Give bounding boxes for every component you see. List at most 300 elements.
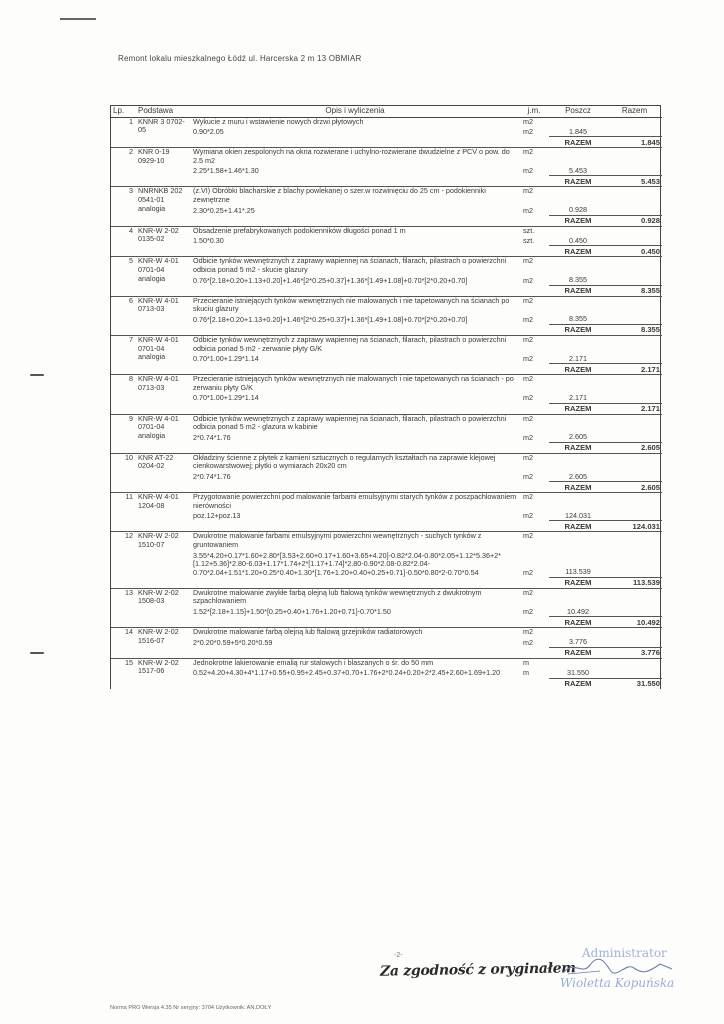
formula-row bbox=[111, 205, 662, 216]
description: Odbicie tynków wewnętrznych z zaprawy wapiennej na ścianach, filarach, pilastrach o powierzchni odbicia ponad 5 m2 - zerwanie płyty G/K bbox=[191, 336, 519, 354]
table-row bbox=[111, 336, 662, 354]
total-label: RAZEM bbox=[549, 246, 607, 257]
total-value: 8.355 bbox=[607, 325, 662, 336]
spacer bbox=[519, 325, 549, 336]
formula: 0.52+4.20+4.30+4*1.17+0.55+0.95+2.45+0.37+0.70+1.76+2*0.24+0.20+2*2.45+2.60+1.69+1.20 bbox=[193, 668, 501, 678]
basis-code: KNR-W 4-01 0713-03 bbox=[136, 296, 191, 324]
spacer bbox=[136, 403, 191, 414]
spacer bbox=[136, 176, 191, 187]
spacer bbox=[549, 296, 607, 314]
formula: 2*0.20*0.59+5*0.20*0.59 bbox=[193, 637, 273, 647]
software-footer: Norma PRO Wersja 4.35 Nr seryjny: 3704 Użytkownik: AN.DOŁY bbox=[110, 1005, 272, 1011]
formula: 0.76*[2.18+0.20+1.13+0.20]+1.46*[2*0.25+0.37]+1.36*[1.49+1.08]+0.70*[2*0.20+0.70] bbox=[193, 275, 468, 285]
spacer bbox=[607, 296, 662, 314]
total-value: 2.171 bbox=[607, 364, 662, 375]
total-value: 31.550 bbox=[607, 678, 662, 689]
spacer bbox=[136, 617, 191, 628]
formula: 0.70*1.00+1.29*1.14 bbox=[193, 393, 259, 403]
unit: m bbox=[519, 658, 549, 667]
spacer bbox=[607, 353, 662, 364]
formula: 2.30*0.25+1.41*.25 bbox=[193, 205, 255, 215]
total-label: RAZEM bbox=[549, 678, 607, 689]
spacer bbox=[549, 658, 607, 667]
unit: m2 bbox=[523, 567, 533, 577]
spacer bbox=[607, 392, 662, 403]
total-row bbox=[111, 647, 662, 658]
partial-quantity: 10.492 bbox=[567, 606, 589, 616]
row-number: 10 bbox=[111, 453, 136, 481]
spacer bbox=[111, 482, 136, 493]
partial-quantity: 31.550 bbox=[567, 667, 589, 677]
total-value: 0.450 bbox=[607, 246, 662, 257]
spacer bbox=[519, 577, 549, 588]
spacer bbox=[191, 577, 519, 588]
description: Wykucie z muru i wstawienie nowych drzwi płytowych bbox=[193, 116, 364, 126]
total-row bbox=[111, 285, 662, 296]
unit: szt. bbox=[523, 236, 535, 246]
description: Jednokrotne lakierowanie emalią rur stalowych i blaszanych o śr. do 50 mm bbox=[191, 658, 519, 667]
formula: 1.50*0.30 bbox=[193, 236, 224, 246]
basis-code: KNR-W 4-01 0701-04 analogia bbox=[136, 414, 191, 442]
certified-copy-stamp: Za zgodność z oryginałem bbox=[379, 960, 576, 980]
formula-row bbox=[111, 606, 662, 617]
table-row bbox=[111, 628, 662, 637]
basis-code: KNR 0-19 0929-10 bbox=[136, 148, 191, 176]
spacer bbox=[549, 493, 607, 511]
total-row bbox=[111, 577, 662, 588]
row-number: 15 bbox=[111, 658, 136, 678]
description: (z.VI) Obróbki blacharskie z blachy powlekanej o szer.w rozwinięciu do 25 cm - podokienniki zewnętrzne bbox=[191, 187, 519, 205]
table-row bbox=[111, 148, 662, 166]
unit: m2 bbox=[523, 511, 533, 521]
row-number: 13 bbox=[111, 588, 136, 616]
partial-quantity: 124.031 bbox=[565, 510, 591, 520]
formula: 2*0.74*1.76 bbox=[193, 472, 231, 482]
spacer bbox=[607, 628, 662, 637]
spacer bbox=[519, 137, 549, 148]
total-row bbox=[111, 215, 662, 226]
col-jm: j.m. bbox=[519, 106, 549, 117]
signature-scribble bbox=[560, 956, 690, 978]
spacer bbox=[549, 453, 607, 471]
partial-quantity: 5.453 bbox=[569, 165, 587, 175]
unit: m bbox=[523, 668, 529, 678]
description: Dwukrotne malowanie zwykłe farbą olejną lub ftalową tynków wewnętrznych z dwukrotnym szpachlowaniem bbox=[191, 588, 519, 606]
formula-row bbox=[111, 667, 662, 678]
spacer bbox=[519, 285, 549, 296]
unit: m2 bbox=[519, 532, 549, 550]
spacer bbox=[191, 137, 519, 148]
total-value: 1.845 bbox=[607, 137, 662, 148]
description: Odbicie tynków wewnętrznych z zaprawy wapiennej na ścianach, filarach, pilastrach o powierzchni odbicia ponad 5 m2 - skucie glazury bbox=[191, 257, 519, 275]
total-label: RAZEM bbox=[549, 364, 607, 375]
formula-row bbox=[111, 637, 662, 648]
binding-tick bbox=[30, 652, 44, 654]
spacer bbox=[191, 678, 519, 689]
formula-row bbox=[111, 353, 662, 364]
spacer bbox=[136, 482, 191, 493]
basis-code: KNR-W 2-02 1510-07 bbox=[136, 532, 191, 577]
col-podstawa: Podstawa bbox=[136, 106, 191, 117]
partial-quantity: 0.450 bbox=[569, 235, 587, 245]
spacer bbox=[111, 325, 136, 336]
spacer bbox=[607, 432, 662, 443]
total-row bbox=[111, 482, 662, 493]
formula: poz.12+poz.13 bbox=[193, 511, 241, 521]
unit: m2 bbox=[519, 493, 549, 511]
spacer bbox=[136, 647, 191, 658]
spacer bbox=[607, 117, 662, 126]
spacer bbox=[607, 314, 662, 325]
spacer bbox=[519, 442, 549, 453]
spacer bbox=[607, 588, 662, 606]
table-row bbox=[111, 453, 662, 471]
spacer bbox=[607, 550, 662, 578]
spacer bbox=[607, 375, 662, 393]
row-number: 11 bbox=[111, 493, 136, 521]
spacer bbox=[111, 442, 136, 453]
table-row bbox=[111, 588, 662, 606]
spacer bbox=[519, 176, 549, 187]
unit: m2 bbox=[523, 116, 533, 126]
unit: m2 bbox=[523, 637, 533, 647]
spacer bbox=[519, 246, 549, 257]
total-value: 5.453 bbox=[607, 176, 662, 187]
spacer bbox=[607, 453, 662, 471]
table-row bbox=[111, 187, 662, 205]
description: Przecieranie istniejących tynków wewnętrznych nie malowanych i nie tapetowanych na ścianach po skuciu glazury bbox=[191, 296, 519, 314]
spacer bbox=[607, 257, 662, 275]
spacer bbox=[607, 471, 662, 482]
unit: m2 bbox=[519, 628, 549, 637]
unit: szt. bbox=[519, 226, 549, 235]
table-row bbox=[111, 658, 662, 667]
total-label: RAZEM bbox=[549, 285, 607, 296]
total-label: RAZEM bbox=[549, 577, 607, 588]
total-value: 2.171 bbox=[607, 403, 662, 414]
partial-quantity: 1.845 bbox=[569, 126, 587, 136]
table-row bbox=[111, 226, 662, 235]
unit: m2 bbox=[519, 148, 549, 166]
total-label: RAZEM bbox=[549, 617, 607, 628]
basis-code: KNR-W 2-02 0135-02 bbox=[136, 226, 191, 246]
spacer bbox=[111, 176, 136, 187]
unit: m2 bbox=[519, 296, 549, 314]
partial-quantity: 113.539 bbox=[565, 567, 591, 577]
unit: m2 bbox=[519, 336, 549, 354]
spacer bbox=[519, 617, 549, 628]
spacer bbox=[519, 364, 549, 375]
spacer bbox=[549, 187, 607, 205]
unit: m2 bbox=[523, 314, 533, 324]
spacer bbox=[607, 606, 662, 617]
description: Wymiana okien zespolonych na okna rozwierane i uchylno-rozwierane dwudzielne z PCV o pow. do 2.5 m2 bbox=[191, 148, 519, 166]
basis-code: KNR-W 2-02 1508-03 bbox=[136, 588, 191, 616]
spacer bbox=[549, 414, 607, 432]
description: Dwukrotne malowanie farbą olejną lub ftalową grzejników radiatorowych bbox=[191, 628, 519, 637]
col-opis: Opis i wyliczenia bbox=[191, 106, 519, 117]
partial-quantity: 2.171 bbox=[569, 353, 587, 363]
formula-row bbox=[111, 165, 662, 176]
spacer bbox=[191, 215, 519, 226]
partial-quantity: 2.605 bbox=[569, 471, 587, 481]
col-poszcz: Poszcz bbox=[549, 106, 607, 117]
formula: 1.52*[2.18+1.15]+1.50*[0.25+0.40+1.76+1.20+0.71]-0.70*1.50 bbox=[193, 607, 391, 617]
total-label: RAZEM bbox=[549, 647, 607, 658]
total-row bbox=[111, 246, 662, 257]
basis-code: KNR-W 4-01 0701-04 analogia bbox=[136, 336, 191, 364]
total-row bbox=[111, 442, 662, 453]
spacer bbox=[136, 577, 191, 588]
formula: 2.25*1.58+1.46*1.30 bbox=[193, 166, 259, 176]
measurement-table bbox=[110, 105, 661, 689]
description: Przygotowanie powierzchni pod malowanie farbami emulsyjnymi starych tynków z poszpachlowaniem nierówności bbox=[191, 493, 519, 511]
spacer bbox=[111, 617, 136, 628]
formula-row bbox=[111, 235, 662, 246]
spacer bbox=[191, 442, 519, 453]
formula-row bbox=[111, 471, 662, 482]
formula: 2*0.74*1.76 bbox=[193, 432, 231, 442]
spacer bbox=[549, 532, 607, 550]
total-value: 8.355 bbox=[607, 285, 662, 296]
total-label: RAZEM bbox=[549, 176, 607, 187]
unit: m2 bbox=[523, 166, 533, 176]
spacer bbox=[607, 493, 662, 511]
unit: m2 bbox=[523, 432, 533, 442]
spacer bbox=[191, 176, 519, 187]
total-label: RAZEM bbox=[549, 325, 607, 336]
spacer bbox=[519, 678, 549, 689]
total-label: RAZEM bbox=[549, 442, 607, 453]
spacer bbox=[607, 205, 662, 216]
partial-quantity: 8.355 bbox=[569, 314, 587, 324]
basis-code: KNR AT-22 0204-02 bbox=[136, 453, 191, 481]
spacer bbox=[519, 482, 549, 493]
total-row bbox=[111, 678, 662, 689]
formula: 0.90*2.05 bbox=[193, 127, 224, 137]
description: Odbicie tynków wewnętrznych z zaprawy wapiennej na ścianach, filarach, pilastrach o powierzchni odbicia ponad 5 m2 - glazura w kabinie bbox=[191, 414, 519, 432]
total-value: 3.776 bbox=[607, 647, 662, 658]
spacer bbox=[111, 137, 136, 148]
partial-quantity: 2.171 bbox=[569, 392, 587, 402]
spacer bbox=[549, 336, 607, 354]
spacer bbox=[549, 226, 607, 235]
basis-code: KNR-W 4-01 0713-03 bbox=[136, 375, 191, 403]
spacer bbox=[111, 647, 136, 658]
basis-code: KNR-W 4-01 0701-04 analogia bbox=[136, 257, 191, 285]
spacer bbox=[191, 325, 519, 336]
spacer bbox=[607, 226, 662, 235]
formula-row bbox=[111, 126, 662, 137]
row-number: 7 bbox=[111, 336, 136, 364]
partial-quantity: 0.928 bbox=[569, 205, 587, 215]
unit: m2 bbox=[519, 257, 549, 275]
total-row bbox=[111, 364, 662, 375]
formula-row bbox=[111, 275, 662, 286]
spacer bbox=[191, 364, 519, 375]
partial-quantity: 2.605 bbox=[569, 432, 587, 442]
total-row bbox=[111, 521, 662, 532]
unit: m2 bbox=[523, 205, 533, 215]
row-number: 3 bbox=[111, 187, 136, 215]
unit: m2 bbox=[523, 354, 533, 364]
table-row bbox=[111, 257, 662, 275]
formula: 0.76*[2.18+0.20+1.13+0.20]+1.46*[2*0.25+0.37]+1.36*[1.49+1.08]+0.70*[2*0.20+0.70] bbox=[193, 314, 468, 324]
row-number: 8 bbox=[111, 375, 136, 403]
spacer bbox=[549, 257, 607, 275]
spacer bbox=[136, 285, 191, 296]
spacer bbox=[549, 628, 607, 637]
total-label: RAZEM bbox=[549, 521, 607, 532]
spacer bbox=[607, 235, 662, 246]
total-label: RAZEM bbox=[549, 215, 607, 226]
total-value: 2.605 bbox=[607, 482, 662, 493]
spacer bbox=[136, 364, 191, 375]
spacer bbox=[607, 126, 662, 137]
administrator-stamp bbox=[560, 946, 690, 998]
unit: m2 bbox=[519, 453, 549, 471]
spacer bbox=[111, 678, 136, 689]
spacer bbox=[136, 325, 191, 336]
spacer bbox=[607, 637, 662, 648]
total-value: 113.539 bbox=[607, 577, 662, 588]
row-number: 1 bbox=[129, 116, 133, 126]
table-row bbox=[111, 493, 662, 511]
spacer bbox=[111, 285, 136, 296]
spacer bbox=[191, 482, 519, 493]
binding-tick bbox=[30, 374, 44, 376]
row-number: 14 bbox=[111, 628, 136, 648]
total-row bbox=[111, 325, 662, 336]
formula: 3.55*4.20+0.17*1.60+2.80*[3.53+2.60+0.17+1.60+3.65+4.20]-0.82*2.04-0.80*2.05+1.12*5.36+2*[1.12+5.36]*2.80-6.03+1.17*1.74+2*[1.17+1.74]*2.80-0.90*2.08-0.82*2.04-0.70*2.04+1.51*1.20+0.25*0.40+1.30*[1.76+1.20+0.40+0.25+0.71]-0.50*0.80*2-0.70*0.54 bbox=[193, 550, 501, 577]
spacer bbox=[607, 510, 662, 521]
spacer bbox=[549, 117, 607, 126]
spacer bbox=[111, 521, 136, 532]
unit: m2 bbox=[523, 127, 533, 137]
total-row bbox=[111, 617, 662, 628]
spacer bbox=[191, 647, 519, 658]
total-value: 0.928 bbox=[607, 215, 662, 226]
spacer bbox=[607, 165, 662, 176]
spacer bbox=[111, 364, 136, 375]
spacer bbox=[191, 246, 519, 257]
partial-quantity: 3.776 bbox=[569, 637, 587, 647]
description: Dwukrotne malowanie farbami emulsyjnymi powierzchni wewnętrznych - suchych tynków z gruntowaniem bbox=[191, 532, 519, 550]
unit: m2 bbox=[519, 187, 549, 205]
spacer bbox=[191, 285, 519, 296]
row-number: 6 bbox=[111, 296, 136, 324]
spacer bbox=[136, 246, 191, 257]
page-number: -2- bbox=[394, 952, 403, 959]
spacer bbox=[191, 617, 519, 628]
row-number: 4 bbox=[111, 226, 136, 246]
formula-row bbox=[111, 392, 662, 403]
spacer bbox=[549, 148, 607, 166]
table-row bbox=[111, 532, 662, 550]
unit: m2 bbox=[523, 393, 533, 403]
unit: m2 bbox=[523, 275, 533, 285]
basis-code: KNNR 3 0702-05 bbox=[138, 116, 185, 135]
spacer bbox=[607, 187, 662, 205]
unit: m2 bbox=[519, 414, 549, 432]
table-row bbox=[111, 375, 662, 393]
stamp-role: Administrator bbox=[582, 946, 667, 960]
scan-mark bbox=[60, 18, 96, 20]
col-lp: Lp. bbox=[111, 106, 136, 117]
formula-row bbox=[111, 432, 662, 443]
spacer bbox=[111, 577, 136, 588]
spacer bbox=[607, 275, 662, 286]
total-value: 2.605 bbox=[607, 442, 662, 453]
description: Przecieranie istniejących tynków wewnętrznych nie malowanych i nie tapetowanych na ścianach - po zerwaniu płyty G/K bbox=[191, 375, 519, 393]
formula-row bbox=[111, 314, 662, 325]
row-number: 5 bbox=[111, 257, 136, 285]
spacer bbox=[519, 403, 549, 414]
table-row bbox=[111, 296, 662, 314]
spacer bbox=[607, 658, 662, 667]
spacer bbox=[549, 588, 607, 606]
row-number: 2 bbox=[111, 148, 136, 176]
total-label: RAZEM bbox=[549, 137, 607, 148]
spacer bbox=[136, 137, 191, 148]
spacer bbox=[191, 403, 519, 414]
document-title: Remont lokalu mieszkalnego Łódź ul. Harcerska 2 m 13 OBMIAR bbox=[118, 54, 362, 63]
spacer bbox=[607, 148, 662, 166]
total-label: RAZEM bbox=[549, 482, 607, 493]
spacer bbox=[136, 678, 191, 689]
spacer bbox=[136, 521, 191, 532]
formula: 0.70*1.00+1.29*1.14 bbox=[193, 354, 259, 364]
partial-quantity: 8.355 bbox=[569, 275, 587, 285]
spacer bbox=[519, 647, 549, 658]
spacer bbox=[111, 215, 136, 226]
total-row bbox=[111, 176, 662, 187]
formula-row bbox=[111, 510, 662, 521]
spacer bbox=[111, 403, 136, 414]
unit: m2 bbox=[519, 588, 549, 606]
total-label: RAZEM bbox=[549, 403, 607, 414]
table-row bbox=[111, 414, 662, 432]
basis-code: NNRNKB 202 0541-01 analogia bbox=[136, 187, 191, 215]
spacer bbox=[549, 375, 607, 393]
total-value: 124.031 bbox=[607, 521, 662, 532]
spacer bbox=[136, 442, 191, 453]
spacer bbox=[519, 215, 549, 226]
table-header bbox=[111, 106, 662, 117]
unit: m2 bbox=[523, 472, 533, 482]
basis-code: KNR-W 2-02 1517-06 bbox=[136, 658, 191, 678]
spacer bbox=[519, 521, 549, 532]
total-row bbox=[111, 403, 662, 414]
formula-row bbox=[111, 550, 662, 578]
col-razem: Razem bbox=[607, 106, 662, 117]
row-number: 9 bbox=[111, 414, 136, 442]
spacer bbox=[607, 336, 662, 354]
stamp-name: Wioletta Kopuńska bbox=[560, 976, 675, 990]
table-row bbox=[111, 117, 662, 126]
spacer bbox=[607, 532, 662, 550]
row-number: 12 bbox=[111, 532, 136, 577]
basis-code: KNR-W 4-01 1204-08 bbox=[136, 493, 191, 521]
description: Okładziny ścienne z płytek z kamieni sztucznych o regularnych kształtach na zaprawie klejowej cienkowarstwowej; płytki o wymiarach 20x20 cm bbox=[191, 453, 519, 471]
description: Obsadzenie prefabrykowanych podokienników długości ponad 1 m bbox=[191, 226, 519, 235]
spacer bbox=[607, 667, 662, 678]
basis-code: KNR-W 2-02 1516-07 bbox=[136, 628, 191, 648]
unit: m2 bbox=[523, 607, 533, 617]
total-value: 10.492 bbox=[607, 617, 662, 628]
spacer bbox=[136, 215, 191, 226]
total-row bbox=[111, 137, 662, 148]
